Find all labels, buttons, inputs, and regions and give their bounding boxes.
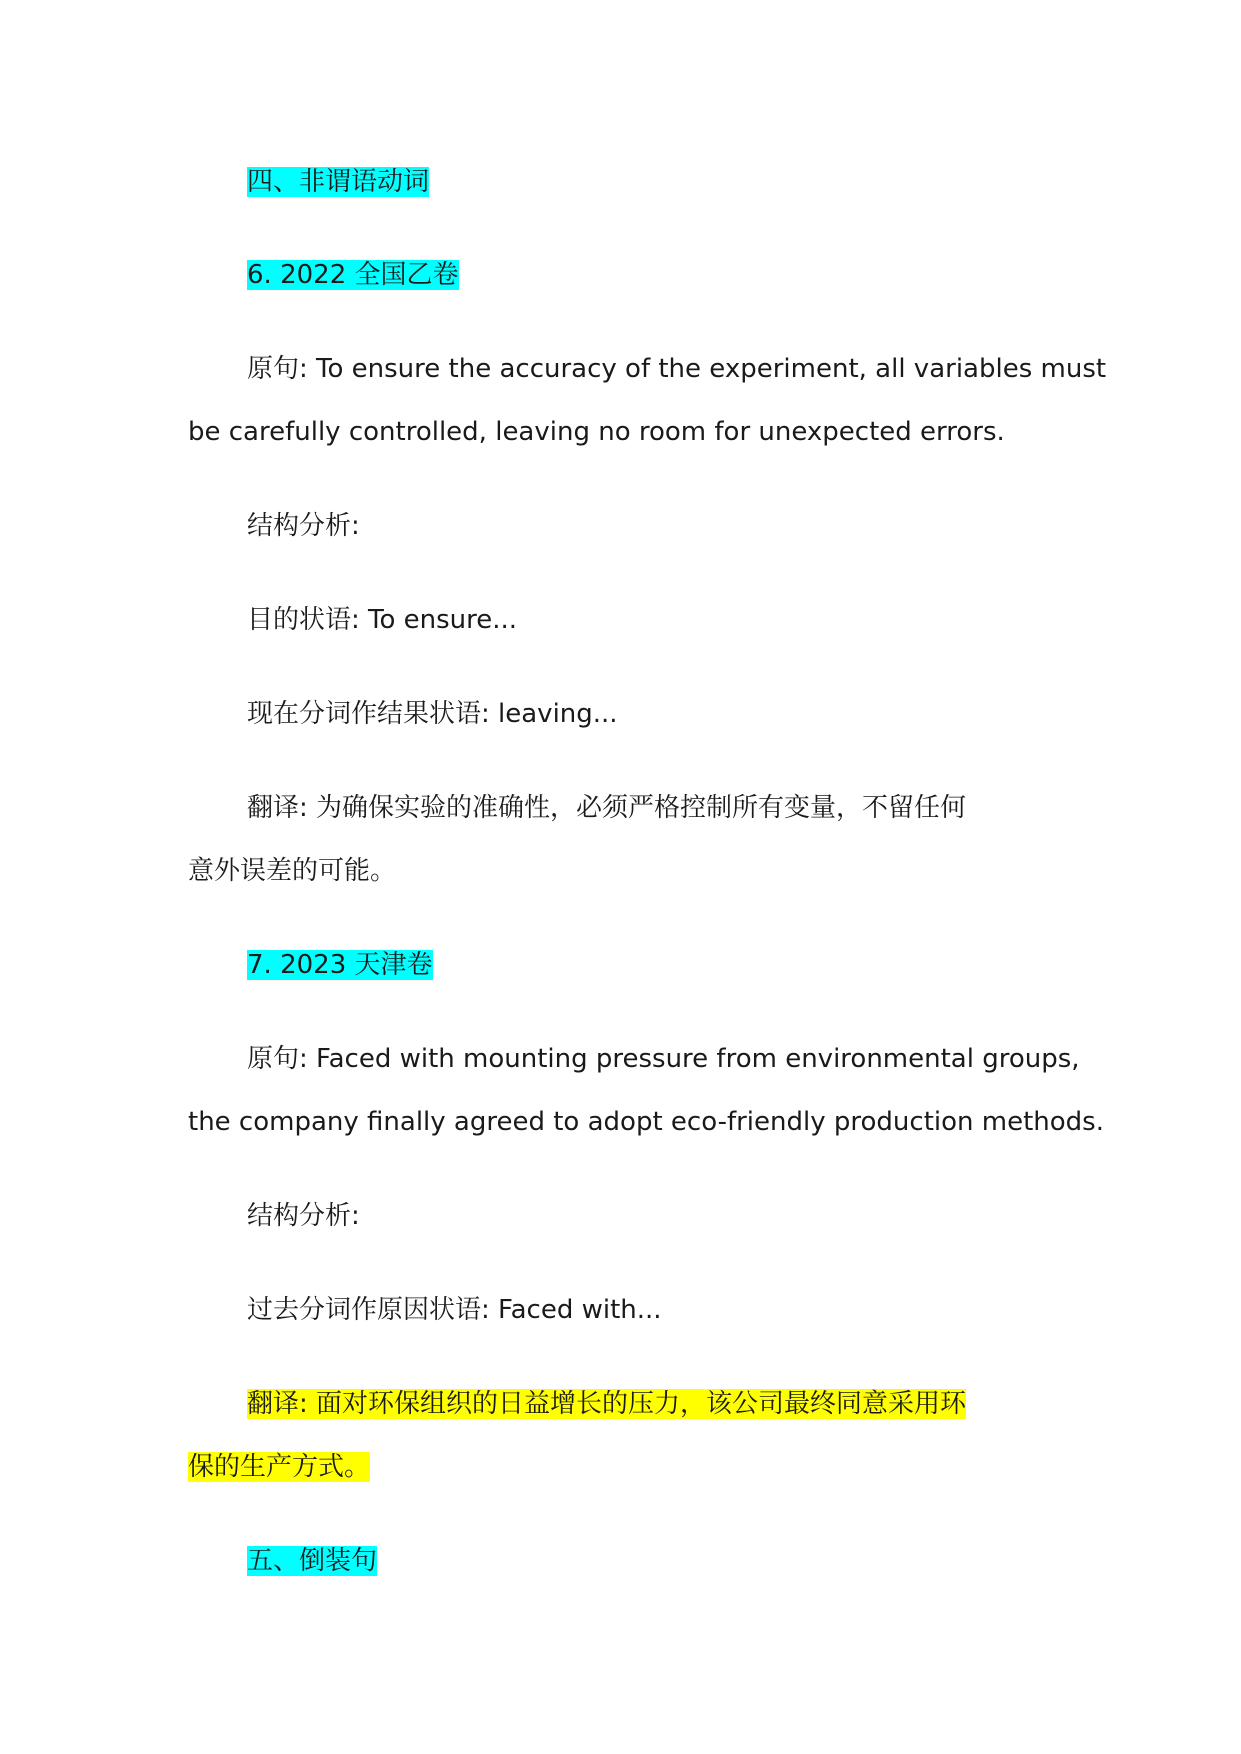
- example-heading-text: 6. 2022 全国乙卷: [247, 260, 459, 290]
- translation-highlight-text: 翻译: 面对环保组织的日益增长的压力，该公司最终同意采用环: [247, 1389, 967, 1419]
- example-6-heading: [247, 255, 459, 295]
- example-7-original-line-1: 原句: Faced with mounting pressure from environmental groups,: [247, 1044, 1080, 1074]
- example-7-original-line-2: the company finally agreed to adopt eco-friendly production methods.: [188, 1107, 1104, 1137]
- example-6-translation-line-1: 翻译: 为确保实验的准确性，必须严格控制所有变量，不留任何: [247, 793, 967, 823]
- section-heading-text: 五、倒装句: [247, 1546, 378, 1576]
- example-7-translation-line-2: [188, 1447, 370, 1487]
- example-heading-text: 7. 2023 天津卷: [247, 950, 433, 980]
- example-7-structure-label: 结构分析:: [247, 1201, 360, 1231]
- example-6-structure-item-1: 目的状语: To ensure...: [247, 605, 518, 635]
- section-heading-nonfinite-verbs: [247, 162, 429, 202]
- section-heading-inversion: [247, 1541, 377, 1581]
- section-heading-text: 四、非谓语动词: [247, 167, 430, 197]
- example-6-original-line-1: 原句: To ensure the accuracy of the experiment, all variables must: [247, 354, 1107, 384]
- translation-highlight-text: 保的生产方式。: [188, 1452, 371, 1482]
- example-6-translation-line-2: 意外误差的可能。: [188, 856, 397, 886]
- example-7-heading: [247, 945, 433, 985]
- example-6-structure-label: 结构分析:: [247, 511, 360, 541]
- example-7-structure-item-1: 过去分词作原因状语: Faced with...: [247, 1295, 662, 1325]
- example-6-original-line-2: be carefully controlled, leaving no room for unexpected errors.: [188, 417, 1005, 447]
- example-6-structure-item-2: 现在分词作结果状语: leaving...: [247, 699, 618, 729]
- example-7-translation-line-1: [247, 1384, 966, 1424]
